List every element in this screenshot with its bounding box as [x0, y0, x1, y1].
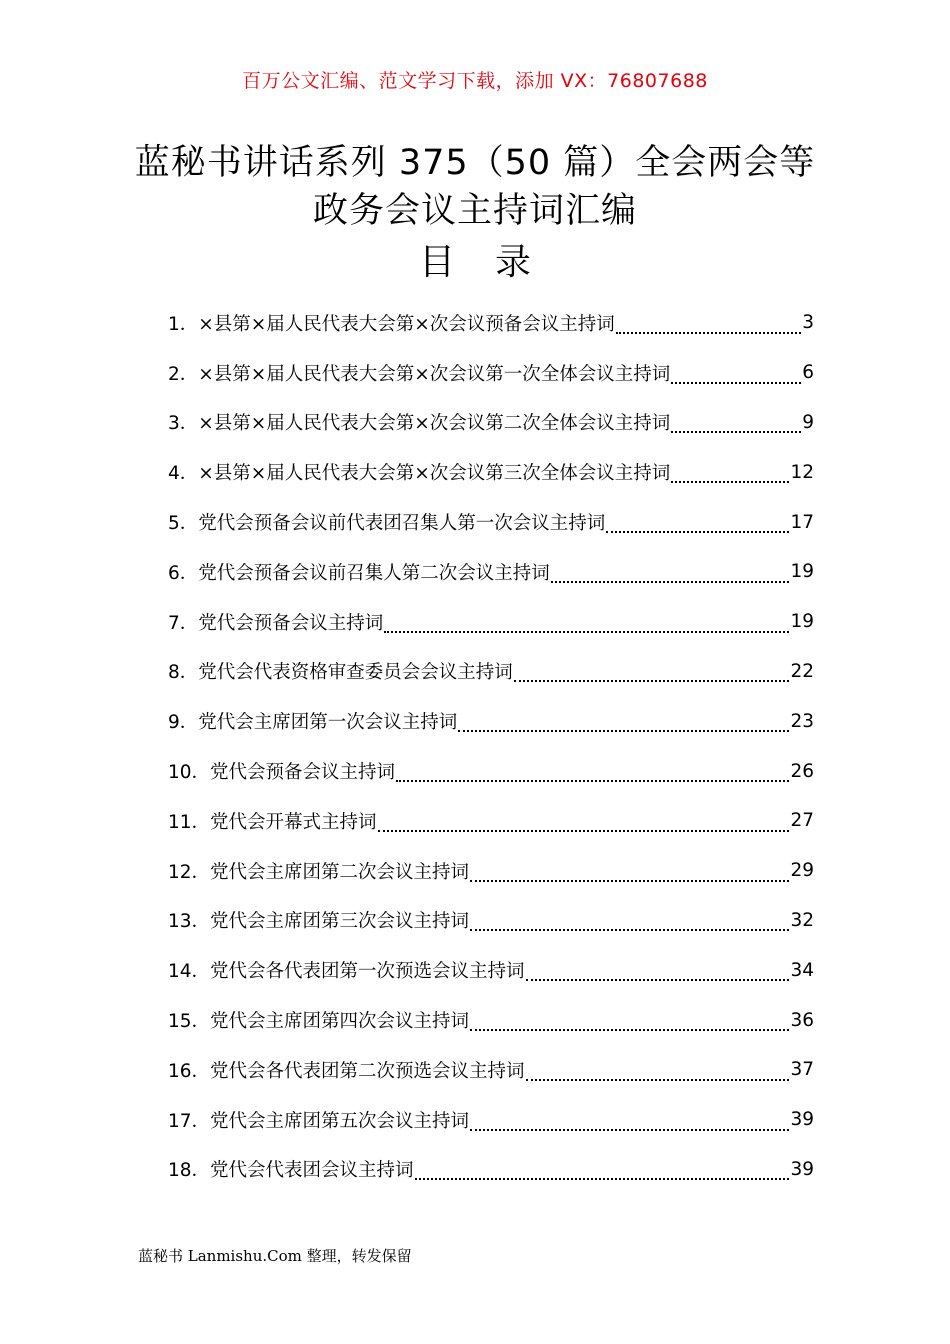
toc-dot-leader [526, 1079, 790, 1081]
toc-dot-leader [671, 431, 801, 433]
toc-entry[interactable] [168, 846, 814, 896]
toc-entry-number: 18． [168, 1160, 211, 1182]
toc-entry-page: 36 [790, 1009, 814, 1031]
toc-entry-number: 17． [168, 1110, 211, 1132]
toc-entry-title: 党代会开幕式主持词 [210, 811, 377, 833]
toc-entry-page: 17 [790, 511, 814, 533]
toc-entry-number: 9． [168, 712, 199, 734]
document-title-line-1: 蓝秘书讲话系列 375（50 篇）全会两会等 [134, 143, 816, 183]
toc-entry[interactable] [168, 298, 814, 348]
toc-entry-number: 1． [168, 313, 199, 335]
toc-entry-page: 26 [790, 760, 814, 782]
toc-dot-leader [470, 880, 789, 882]
toc-entry[interactable] [168, 746, 814, 796]
toc-entry[interactable] [168, 447, 814, 497]
footer-note: 蓝秘书 Lanmishu.Com 整理，转发保留 [138, 1247, 412, 1265]
promo-banner: 百万公文汇编、范文学习下载，添加 VX：76807688 [242, 70, 708, 92]
toc-entry-number: 14． [168, 961, 211, 983]
toc-dot-leader [470, 1129, 789, 1131]
toc-entry-page: 34 [790, 959, 814, 981]
toc-entry-page: 6 [802, 362, 814, 384]
toc-entry-number: 7． [168, 612, 199, 634]
toc-entry-page: 27 [790, 810, 814, 832]
toc-entry-title: ×县第×届人民代表大会第×次会议第一次全体会议主持词 [198, 363, 671, 385]
toc-entry-title: 党代会主席团第三次会议主持词 [210, 911, 470, 933]
toc-entry-title: ×县第×届人民代表大会第×次会议第三次全体会议主持词 [198, 463, 671, 485]
toc-entry[interactable] [168, 547, 814, 597]
toc-entry[interactable] [168, 1045, 814, 1095]
toc-entry-number: 6． [168, 562, 199, 584]
document-title-line-2: 政务会议主持词汇编 [312, 191, 637, 231]
toc-entry-page: 32 [790, 909, 814, 931]
toc-entry-number: 11． [168, 811, 211, 833]
toc-entry-title: 党代会主席团第二次会议主持词 [210, 861, 470, 883]
toc-entry-page: 22 [790, 660, 814, 682]
toc-entry-number: 12． [168, 861, 211, 883]
table-of-contents [168, 298, 814, 1194]
toc-entry-number: 4． [168, 463, 199, 485]
toc-dot-leader [470, 929, 789, 931]
toc-entry-page: 3 [802, 312, 814, 334]
toc-entry-page: 29 [790, 860, 814, 882]
toc-entry-title: 党代会各代表团第二次预选会议主持词 [210, 1060, 525, 1082]
toc-entry[interactable] [168, 398, 814, 448]
toc-entry-page: 39 [790, 1109, 814, 1131]
toc-entry[interactable] [168, 1095, 814, 1145]
toc-entry[interactable] [168, 995, 814, 1045]
toc-entry-page: 39 [790, 1158, 814, 1180]
toc-entry-title: 党代会代表资格审查委员会会议主持词 [198, 662, 513, 684]
toc-entry-number: 5． [168, 513, 199, 535]
toc-dot-leader [384, 631, 789, 633]
toc-entry-title: ×县第×届人民代表大会第×次会议预备会议主持词 [198, 313, 615, 335]
toc-entry-page: 19 [790, 611, 814, 633]
toc-dot-leader [671, 481, 789, 483]
toc-entry[interactable] [168, 497, 814, 547]
toc-entry[interactable] [168, 696, 814, 746]
toc-entry-title: 党代会主席团第五次会议主持词 [210, 1110, 470, 1132]
toc-entry[interactable] [168, 945, 814, 995]
toc-dot-leader [415, 1178, 790, 1180]
toc-dot-leader [551, 581, 790, 583]
toc-entry-number: 3． [168, 413, 199, 435]
toc-entry-page: 12 [790, 461, 814, 483]
toc-entry[interactable] [168, 1145, 814, 1195]
toc-entry-page: 9 [802, 411, 814, 433]
toc-heading: 目录 [418, 242, 571, 283]
toc-entry-number: 10． [168, 762, 211, 784]
toc-entry[interactable] [168, 796, 814, 846]
toc-entry-page: 23 [790, 710, 814, 732]
toc-entry-title: ×县第×届人民代表大会第×次会议第二次全体会议主持词 [198, 413, 671, 435]
toc-entry-title: 党代会主席团第四次会议主持词 [210, 1011, 470, 1033]
toc-dot-leader [616, 332, 801, 334]
toc-dot-leader [470, 1029, 789, 1031]
toc-entry-number: 8． [168, 662, 199, 684]
toc-entry[interactable] [168, 348, 814, 398]
toc-dot-leader [378, 830, 790, 832]
toc-entry-title: 党代会预备会议前代表团召集人第一次会议主持词 [198, 513, 606, 535]
toc-entry-title: 党代会主席团第一次会议主持词 [198, 712, 458, 734]
toc-entry-number: 13． [168, 911, 211, 933]
toc-entry-number: 2． [168, 363, 199, 385]
toc-entry-number: 15． [168, 1011, 211, 1033]
toc-entry-title: 党代会预备会议主持词 [210, 762, 396, 784]
toc-entry-number: 16． [168, 1060, 211, 1082]
toc-entry-page: 19 [790, 561, 814, 583]
toc-entry-title: 党代会预备会议前召集人第二次会议主持词 [198, 562, 550, 584]
toc-entry[interactable] [168, 597, 814, 647]
toc-dot-leader [671, 382, 801, 384]
toc-entry[interactable] [168, 896, 814, 946]
toc-entry-page: 37 [790, 1059, 814, 1081]
toc-entry-title: 党代会预备会议主持词 [198, 612, 384, 634]
toc-entry-title: 党代会代表团会议主持词 [210, 1160, 414, 1182]
toc-dot-leader [396, 780, 789, 782]
toc-entry-title: 党代会各代表团第一次预选会议主持词 [210, 961, 525, 983]
toc-dot-leader [606, 531, 789, 533]
toc-dot-leader [514, 680, 790, 682]
toc-dot-leader [458, 730, 789, 732]
toc-entry[interactable] [168, 647, 814, 697]
toc-dot-leader [526, 979, 790, 981]
